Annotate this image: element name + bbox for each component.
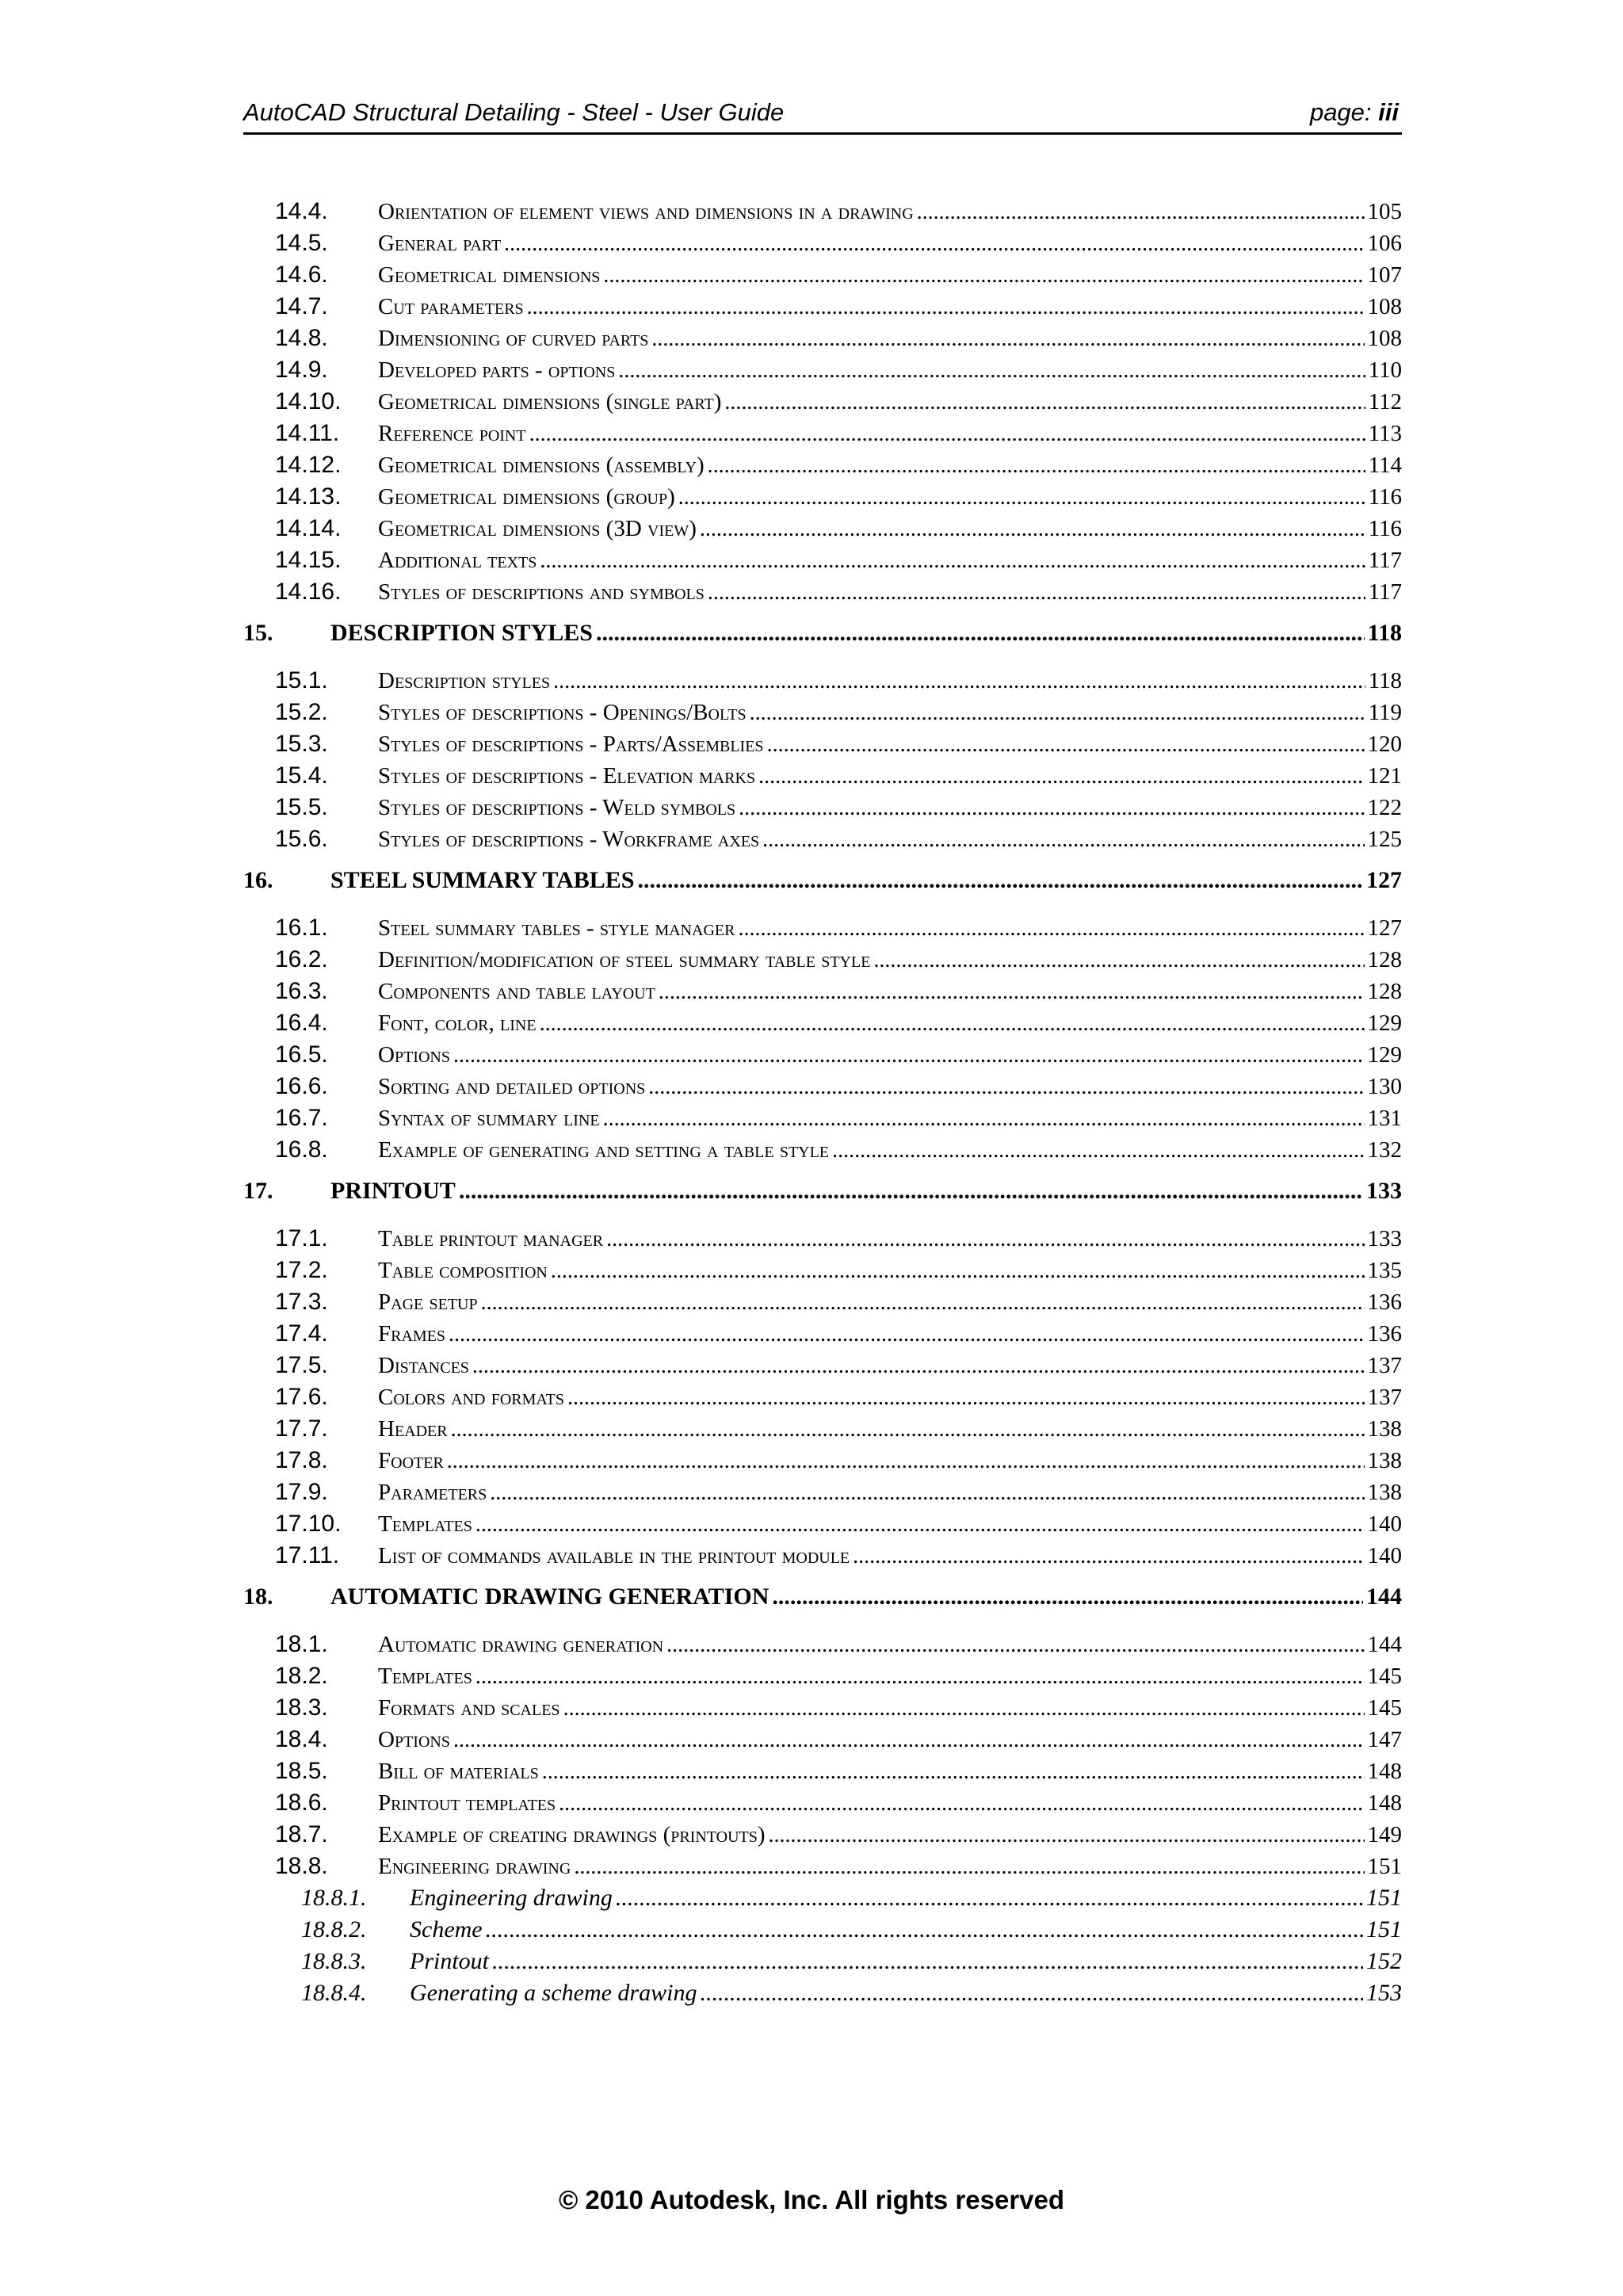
toc-entry-title: Example of creating drawings (printouts): [378, 1822, 766, 1847]
toc-dot-leader: [708, 580, 1365, 606]
toc-dot-leader: [832, 1138, 1364, 1163]
toc-entry-page: 147: [1367, 1727, 1402, 1752]
toc-entry[interactable]: [243, 1257, 1402, 1289]
toc-dot-leader: [447, 1449, 1365, 1474]
toc-entry-page: 112: [1368, 389, 1402, 415]
toc-entry-page: 136: [1367, 1321, 1402, 1347]
toc-entry[interactable]: [243, 1758, 1402, 1790]
toc-dot-leader: [504, 231, 1364, 257]
toc-dot-leader: [540, 548, 1365, 574]
toc-entry-page: 116: [1368, 516, 1402, 541]
toc-entry[interactable]: [243, 1415, 1402, 1447]
toc-dot-leader: [873, 948, 1364, 973]
toc-entry-page: 148: [1367, 1790, 1402, 1816]
toc-entry-number: 16.: [243, 867, 273, 893]
toc-entry-number: 17.8.: [275, 1447, 328, 1473]
toc-entry-title: Colors and formats: [378, 1385, 564, 1410]
toc-dot-leader: [481, 1290, 1365, 1316]
toc-dot-leader: [453, 1043, 1365, 1068]
toc-entry-title: Geometrical dimensions (group): [378, 484, 675, 510]
toc-entry-page: 145: [1367, 1664, 1402, 1689]
toc-entry-title: AUTOMATIC DRAWING GENERATION: [330, 1584, 769, 1610]
toc-dot-leader: [666, 1633, 1364, 1658]
toc-entry[interactable]: [243, 325, 1402, 357]
toc-entry-number: 14.12.: [275, 452, 342, 478]
toc-dot-leader: [449, 1322, 1364, 1347]
toc-entry-number: 14.5.: [275, 230, 328, 256]
toc-entry-number: 17.10.: [275, 1511, 342, 1537]
toc-entry-title: Example of generating and setting a table style: [378, 1137, 830, 1163]
toc-entry-number: 14.6.: [275, 262, 328, 288]
toc-entry-number: 18.3.: [275, 1694, 328, 1721]
toc-entry-page: 129: [1367, 1010, 1402, 1036]
toc-dot-leader: [486, 1916, 1363, 1943]
toc-entry-title: Table printout manager: [378, 1226, 604, 1251]
toc-entry-page: 128: [1367, 947, 1402, 972]
toc-entry-number: 16.5.: [275, 1041, 328, 1068]
toc-entry-number: 15.1.: [275, 667, 328, 693]
toc-entry-number: 18.8.: [275, 1853, 328, 1879]
toc-entry-title: Parameters: [378, 1480, 487, 1505]
toc-entry-number: 14.15.: [275, 547, 342, 573]
toc-entry-page: 116: [1368, 484, 1402, 510]
toc-entry-title: Geometrical dimensions (3D view): [378, 516, 697, 541]
toc-dot-leader: [451, 1417, 1365, 1442]
toc-entry[interactable]: [243, 1178, 1402, 1209]
toc-entry-page: 107: [1367, 262, 1402, 288]
toc-entry-title: Styles of descriptions - Openings/Bolts: [378, 700, 747, 725]
toc-entry-number: 15.6.: [275, 826, 328, 852]
toc-entry-page: 137: [1367, 1353, 1402, 1378]
toc-entry-number: 16.2.: [275, 946, 328, 972]
toc-entry-page: 125: [1367, 827, 1402, 852]
page-header: [243, 97, 1402, 135]
toc-entry-title: Automatic drawing generation: [378, 1632, 664, 1657]
toc-entry-title: Printout: [410, 1948, 490, 1974]
toc-entry-number: 18.4.: [275, 1726, 328, 1752]
toc-entry-title: Font, color, line: [378, 1010, 537, 1036]
toc-entry-title: Orientation of element views and dimensions in a drawing: [378, 199, 914, 224]
toc-entry-page: 117: [1368, 548, 1402, 573]
toc-entry-number: 14.7.: [275, 293, 328, 319]
toc-dot-leader: [563, 1696, 1365, 1721]
toc-entry-page: 127: [1366, 867, 1402, 893]
toc-dot-leader: [475, 1664, 1365, 1690]
toc-entry-page: 145: [1367, 1695, 1402, 1721]
toc-entry[interactable]: [243, 198, 1402, 230]
toc-dot-leader: [678, 485, 1365, 510]
toc-entry-title: Table composition: [378, 1258, 548, 1283]
toc-entry-page: 120: [1367, 732, 1402, 757]
toc-entry-page: 127: [1367, 915, 1402, 941]
toc-entry[interactable]: [243, 1289, 1402, 1320]
toc-entry-number: 18.2.: [275, 1663, 328, 1689]
toc-dot-leader: [616, 1885, 1363, 1912]
toc-dot-leader: [853, 1544, 1364, 1569]
toc-entry-number: 17.: [243, 1178, 273, 1204]
toc-entry-title: General part: [378, 231, 502, 256]
toc-entry-title: Options: [378, 1727, 450, 1752]
toc-dot-leader: [603, 263, 1364, 288]
toc-entry-number: 16.1.: [275, 915, 328, 941]
toc-entry-page: 136: [1367, 1289, 1402, 1315]
toc-entry-title: Components and table layout: [378, 979, 655, 1004]
toc-entry-page: 118: [1368, 668, 1402, 693]
toc-dot-leader: [459, 1178, 1363, 1205]
toc-entry-number: 18.5.: [275, 1758, 328, 1784]
toc-entry-page: 144: [1367, 1632, 1402, 1657]
toc-entry[interactable]: [243, 978, 1402, 1010]
toc-entry[interactable]: [243, 547, 1402, 579]
toc-entry[interactable]: [243, 1479, 1402, 1511]
toc-entry-title: Geometrical dimensions (assembly): [378, 453, 705, 478]
toc-dot-leader: [472, 1354, 1365, 1379]
toc-dot-leader: [659, 980, 1365, 1005]
page-label: page:: [1309, 98, 1372, 126]
toc-entry-page: 132: [1367, 1137, 1402, 1163]
toc-entry[interactable]: [243, 1010, 1402, 1041]
toc-entry-page: 106: [1367, 231, 1402, 256]
toc-entry[interactable]: [243, 293, 1402, 325]
toc-entry-number: 15.4.: [275, 762, 328, 789]
toc-entry-number: 18.8.3.: [301, 1948, 367, 1974]
toc-entry-page: 152: [1366, 1948, 1402, 1974]
toc-entry-title: Definition/modification of steel summary table style: [378, 947, 871, 972]
page-number-value: iii: [1378, 98, 1399, 126]
toc-entry[interactable]: [243, 1384, 1402, 1415]
toc-entry[interactable]: [243, 1980, 1402, 2011]
toc-entry-title: Styles of descriptions - Parts/Assemblies: [378, 732, 764, 757]
toc-entry-page: 118: [1367, 620, 1402, 646]
toc-entry-number: 18.7.: [275, 1821, 328, 1847]
toc-entry-title: DESCRIPTION STYLES: [330, 620, 593, 646]
toc-dot-leader: [750, 701, 1365, 726]
toc-dot-leader: [651, 327, 1364, 352]
toc-entry[interactable]: [243, 667, 1402, 699]
toc-entry-number: 17.4.: [275, 1320, 328, 1347]
toc-entry-number: 18.: [243, 1584, 273, 1610]
toc-dot-leader: [917, 200, 1365, 225]
toc-entry-title: Frames: [378, 1321, 446, 1347]
toc-entry[interactable]: [243, 1447, 1402, 1479]
toc-entry[interactable]: [243, 1320, 1402, 1352]
toc-entry-title: Header: [378, 1416, 448, 1442]
toc-entry-number: 18.1.: [275, 1631, 328, 1657]
toc-entry-number: 17.6.: [275, 1384, 328, 1410]
toc-entry-title: Sorting and detailed options: [378, 1074, 646, 1099]
toc-entry-number: 17.2.: [275, 1257, 328, 1283]
toc-entry[interactable]: [243, 1790, 1402, 1821]
toc-entry-page: 140: [1367, 1543, 1402, 1568]
toc-entry-number: 17.3.: [275, 1289, 328, 1315]
toc-entry-number: 18.6.: [275, 1790, 328, 1816]
toc-dot-leader: [762, 827, 1364, 853]
toc-dot-leader: [700, 1980, 1363, 2007]
toc-dot-leader: [492, 1948, 1363, 1975]
toc-dot-leader: [769, 1823, 1365, 1848]
toc-entry[interactable]: [243, 1352, 1402, 1384]
toc-entry-number: 17.5.: [275, 1352, 328, 1378]
toc-entry[interactable]: [243, 1821, 1402, 1853]
toc-entry-number: 15.: [243, 620, 273, 646]
toc-entry-title: Options: [378, 1042, 450, 1068]
toc-dot-leader: [618, 358, 1365, 384]
toc-entry[interactable]: [243, 915, 1402, 946]
toc-entry-page: 137: [1367, 1385, 1402, 1410]
toc-entry-page: 151: [1366, 1885, 1402, 1911]
toc-entry[interactable]: [243, 826, 1402, 858]
toc-dot-leader: [551, 1259, 1365, 1284]
toc-dot-leader: [567, 1385, 1365, 1411]
toc-dot-leader: [540, 1011, 1365, 1037]
toc-entry-page: 131: [1367, 1106, 1402, 1131]
toc-entry-number: 15.5.: [275, 794, 328, 820]
toc-entry-title: List of commands available in the printout module: [378, 1543, 850, 1568]
toc-entry-page: 130: [1367, 1074, 1402, 1099]
toc-entry[interactable]: [243, 1694, 1402, 1726]
toc-entry-number: 17.7.: [275, 1415, 328, 1442]
toc-entry[interactable]: [243, 731, 1402, 762]
toc-entry[interactable]: [243, 1584, 1402, 1615]
toc-entry-title: Additional texts: [378, 548, 537, 573]
toc-entry-page: 151: [1367, 1854, 1402, 1879]
toc-entry-page: 151: [1366, 1916, 1402, 1943]
toc-entry-number: 18.8.4.: [301, 1980, 367, 2006]
toc-entry-page: 113: [1368, 421, 1402, 446]
toc-entry-page: 128: [1367, 979, 1402, 1004]
toc-entry-number: 16.6.: [275, 1073, 328, 1099]
toc-entry-page: 153: [1366, 1980, 1402, 2006]
toc-entry-page: 117: [1368, 579, 1402, 605]
toc-entry-page: 129: [1367, 1042, 1402, 1068]
toc-entry-page: 133: [1366, 1178, 1402, 1204]
toc-entry[interactable]: [243, 699, 1402, 731]
toc-entry[interactable]: [243, 483, 1402, 515]
toc-dot-leader: [596, 620, 1365, 647]
toc-dot-leader: [708, 453, 1365, 479]
toc-entry[interactable]: [243, 420, 1402, 452]
toc-entry[interactable]: [243, 1948, 1402, 1980]
toc-entry[interactable]: [243, 946, 1402, 978]
toc-entry-title: Distances: [378, 1353, 469, 1378]
toc-entry-number: 16.3.: [275, 978, 328, 1004]
toc-entry[interactable]: [243, 230, 1402, 262]
toc-entry[interactable]: [243, 357, 1402, 388]
toc-entry[interactable]: [243, 1631, 1402, 1663]
toc-dot-leader: [559, 1791, 1364, 1817]
toc-entry-title: Templates: [378, 1511, 472, 1537]
toc-entry-number: 16.7.: [275, 1105, 328, 1131]
toc-dot-leader: [758, 764, 1364, 789]
toc-entry-page: 121: [1367, 763, 1402, 789]
document-title: AutoCAD Structural Detailing - Steel - User Guide: [243, 98, 785, 126]
toc-entry[interactable]: [243, 1041, 1402, 1073]
toc-entry-number: 16.8.: [275, 1137, 328, 1163]
toc-entry-title: Styles of descriptions - Workframe axes: [378, 827, 760, 852]
toc-entry-title: Printout templates: [378, 1790, 556, 1816]
toc-entry-number: 14.16.: [275, 579, 342, 605]
toc-dot-leader: [738, 916, 1364, 942]
toc-entry[interactable]: [243, 1885, 1402, 1916]
toc-entry-page: 119: [1368, 700, 1402, 725]
toc-entry[interactable]: [243, 1853, 1402, 1885]
toc-dot-leader: [529, 422, 1365, 447]
copyright-footer: © 2010 Autodesk, Inc. All rights reserved: [558, 2185, 1065, 2214]
toc-entry-number: 14.4.: [275, 198, 328, 224]
toc-entry-title: Scheme: [410, 1916, 483, 1943]
toc-entry-page: 122: [1367, 795, 1402, 820]
toc-entry[interactable]: [243, 1137, 1402, 1168]
toc-entry-number: 14.10.: [275, 388, 342, 415]
toc-entry-title: Generating a scheme drawing: [410, 1980, 697, 2006]
toc-entry-number: 15.3.: [275, 731, 328, 757]
toc-entry-title: Steel summary tables - style manager: [378, 915, 735, 941]
toc-entry[interactable]: [243, 1663, 1402, 1694]
toc-entry-title: STEEL SUMMARY TABLES: [330, 867, 635, 893]
toc-entry-title: Bill of materials: [378, 1759, 539, 1784]
toc-entry-page: 105: [1367, 199, 1402, 224]
toc-entry-number: 14.11.: [275, 420, 340, 446]
table-of-contents: [243, 198, 1402, 2011]
page-number: [1310, 97, 1399, 128]
toc-entry-title: Syntax of summary line: [378, 1106, 600, 1131]
toc-entry-page: 114: [1368, 453, 1402, 478]
toc-entry[interactable]: [243, 1726, 1402, 1758]
toc-entry-number: 17.11.: [275, 1542, 340, 1568]
toc-entry[interactable]: [243, 762, 1402, 794]
toc-entry-number: 16.4.: [275, 1010, 328, 1036]
toc-entry-title: Description styles: [378, 668, 551, 693]
toc-dot-leader: [700, 517, 1365, 542]
toc-dot-leader: [574, 1855, 1364, 1880]
toc-entry[interactable]: [243, 794, 1402, 826]
toc-entry-page: 108: [1367, 294, 1402, 319]
toc-entry[interactable]: [243, 388, 1402, 420]
toc-dot-leader: [553, 669, 1365, 694]
toc-dot-leader: [542, 1759, 1365, 1785]
toc-dot-leader: [475, 1512, 1365, 1538]
toc-entry-title: Dimensioning of curved parts: [378, 326, 649, 351]
toc-entry[interactable]: [243, 579, 1402, 610]
toc-entry[interactable]: [243, 1511, 1402, 1542]
toc-entry-page: 138: [1367, 1480, 1402, 1505]
toc-entry-page: 135: [1367, 1258, 1402, 1283]
toc-dot-leader: [739, 796, 1364, 821]
toc-entry-title: Engineering drawing: [378, 1854, 571, 1879]
toc-entry-number: 18.8.1.: [301, 1885, 367, 1911]
toc-entry-number: 14.9.: [275, 357, 328, 383]
toc-entry-title: Reference point: [378, 421, 526, 446]
toc-entry[interactable]: [243, 1073, 1402, 1105]
toc-entry-title: Cut parameters: [378, 294, 524, 319]
toc-entry-title: Page setup: [378, 1289, 478, 1315]
toc-dot-leader: [767, 732, 1365, 758]
toc-dot-leader: [490, 1480, 1364, 1506]
toc-entry-title: Styles of descriptions - Weld symbols: [378, 795, 736, 820]
toc-entry-title: Formats and scales: [378, 1695, 560, 1721]
toc-entry-number: 17.1.: [275, 1225, 328, 1251]
toc-entry-title: Styles of descriptions and symbols: [378, 579, 705, 605]
toc-entry-title: Developed parts - options: [378, 357, 616, 383]
toc-dot-leader: [648, 1075, 1364, 1100]
toc-entry-page: 149: [1367, 1822, 1402, 1847]
toc-dot-leader: [453, 1728, 1365, 1753]
toc-entry-title: PRINTOUT: [330, 1178, 456, 1204]
toc-entry-number: 14.14.: [275, 515, 342, 541]
toc-entry[interactable]: [243, 515, 1402, 547]
toc-entry-page: 144: [1366, 1584, 1402, 1610]
toc-entry[interactable]: [243, 1105, 1402, 1137]
toc-entry-page: 133: [1367, 1226, 1402, 1251]
toc-entry-page: 110: [1368, 357, 1402, 383]
toc-entry[interactable]: [243, 262, 1402, 293]
toc-entry[interactable]: [243, 1542, 1402, 1574]
toc-entry-title: Geometrical dimensions (single part): [378, 389, 722, 415]
toc-dot-leader: [638, 867, 1364, 894]
toc-entry-page: 140: [1367, 1511, 1402, 1537]
toc-entry[interactable]: [243, 1225, 1402, 1257]
toc-entry-page: 148: [1367, 1759, 1402, 1784]
toc-entry-page: 138: [1367, 1416, 1402, 1442]
toc-entry-number: 14.8.: [275, 325, 328, 351]
toc-dot-leader: [603, 1106, 1365, 1132]
toc-entry-number: 17.9.: [275, 1479, 328, 1505]
toc-entry[interactable]: [243, 452, 1402, 483]
toc-entry[interactable]: [243, 620, 1402, 651]
toc-dot-leader: [606, 1227, 1364, 1252]
toc-entry-number: 15.2.: [275, 699, 328, 725]
toc-entry-title: Styles of descriptions - Elevation marks: [378, 763, 756, 789]
toc-entry-title: Engineering drawing: [410, 1885, 613, 1911]
toc-entry-title: Footer: [378, 1448, 444, 1473]
toc-dot-leader: [724, 390, 1365, 415]
toc-entry-page: 138: [1367, 1448, 1402, 1473]
toc-entry-page: 108: [1367, 326, 1402, 351]
toc-entry-number: 18.8.2.: [301, 1916, 367, 1943]
toc-entry[interactable]: [243, 1916, 1402, 1948]
toc-entry[interactable]: [243, 867, 1402, 899]
toc-entry-number: 14.13.: [275, 483, 342, 510]
toc-dot-leader: [772, 1584, 1363, 1610]
toc-entry-title: Geometrical dimensions: [378, 262, 601, 288]
toc-entry-title: Templates: [378, 1664, 472, 1689]
toc-dot-leader: [527, 295, 1365, 320]
